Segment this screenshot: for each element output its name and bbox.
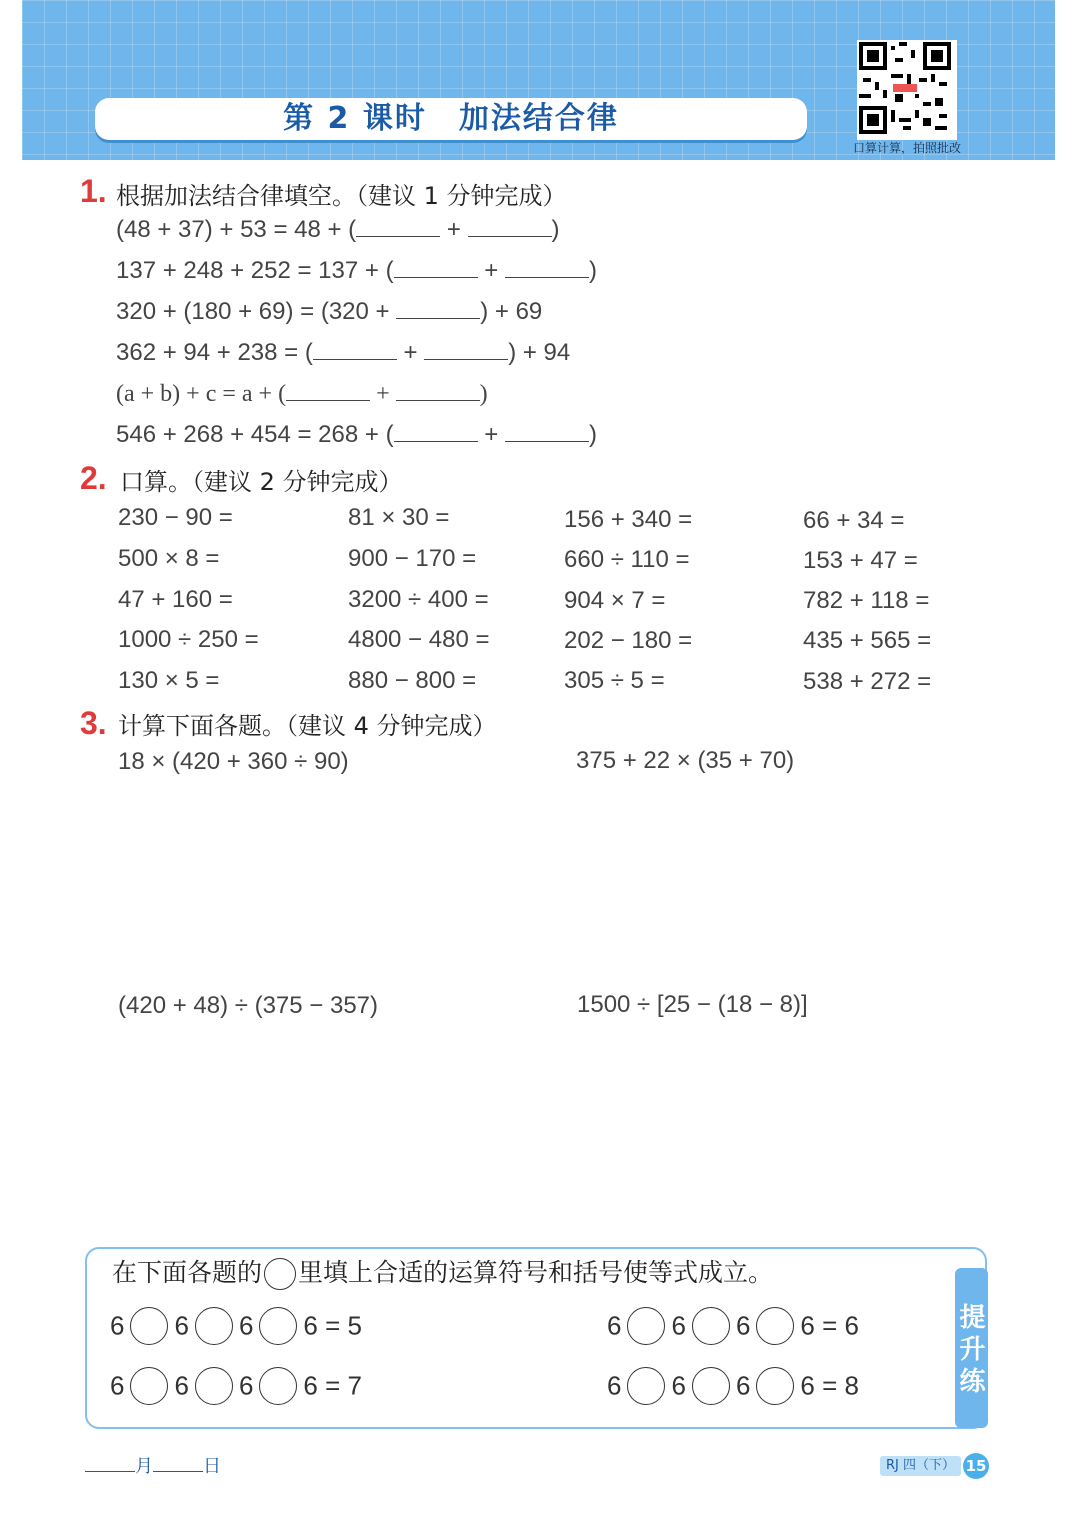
equation-3: 6 6 6 6 = 7 [110,1367,362,1405]
q1-line-5: (a + b) + c = a + ( + ) [116,381,488,407]
operator-circle[interactable] [130,1307,168,1345]
calc-problem: 18 × (420 + 360 ÷ 90) [118,748,349,775]
operator-circle[interactable] [195,1367,233,1405]
oral-item: 47 + 160 = [118,586,233,613]
q3-number: 3. [80,705,107,741]
q1-number: 1. [80,173,107,209]
q2-heading: 口算。（建议 2 分钟完成） [120,468,403,496]
operator-circle[interactable] [692,1307,730,1345]
oral-item: 156 + 340 = [564,506,693,533]
lesson-title: 第 2 课时 加法结合律 [283,101,619,136]
oral-item: 66 + 34 = [803,507,905,534]
oral-item: 305 ÷ 5 = [564,667,665,694]
operator-circle[interactable] [692,1367,730,1405]
oral-item: 81 × 30 = [348,504,450,531]
page-number: 15 [963,1453,989,1479]
month-blank[interactable] [85,1457,135,1472]
q1-line-1: (48 + 37) + 53 = 48 + ( + ) [116,216,560,243]
operator-circle[interactable] [627,1367,665,1405]
operator-circle[interactable] [259,1367,297,1405]
oral-item: 435 + 565 = [803,627,932,654]
operator-circle[interactable] [130,1367,168,1405]
calc-problem: (420 + 48) ÷ (375 − 357) [118,992,379,1019]
oral-item: 880 − 800 = [348,667,477,694]
operator-circle[interactable] [756,1307,794,1345]
oral-item: 782 + 118 = [803,587,930,614]
oral-item: 3200 ÷ 400 = [348,586,489,613]
answer-blank[interactable] [394,257,478,278]
q2-number: 2. [80,460,107,496]
oral-item: 900 − 170 = [348,545,477,572]
operator-circle[interactable] [756,1367,794,1405]
answer-blank[interactable] [396,380,480,401]
qr-caption: 口算计算，拍照批改 [852,141,961,155]
operator-circle[interactable] [195,1307,233,1345]
answer-blank[interactable] [286,380,370,401]
equation-2: 6 6 6 6 = 6 [607,1307,859,1345]
answer-blank[interactable] [505,421,589,442]
calc-problem: 1500 ÷ [25 − (18 − 8)] [577,991,808,1018]
q1-line-3: 320 + (180 + 69) = (320 + ) + 69 [116,298,543,325]
answer-blank[interactable] [396,298,480,319]
edition-badge: RJ 四（下） [880,1456,961,1476]
operator-circle[interactable] [627,1307,665,1345]
oral-item: 1000 ÷ 250 = [118,626,259,653]
answer-blank[interactable] [394,421,478,442]
answer-blank[interactable] [424,339,508,360]
q1-line-4: 362 + 94 + 238 = ( + ) + 94 [116,339,571,366]
calc-problem: 375 + 22 × (35 + 70) [576,747,795,774]
operator-circle[interactable] [259,1307,297,1345]
qr-code-icon[interactable] [857,40,957,140]
oral-item: 904 × 7 = [564,587,666,614]
oral-item: 230 − 90 = [118,504,233,531]
q1-line-6: 546 + 268 + 454 = 268 + ( + ) [116,421,597,448]
oral-item: 202 − 180 = [564,627,693,654]
answer-blank[interactable] [356,216,440,237]
equation-1: 6 6 6 6 = 5 [110,1307,362,1345]
answer-blank[interactable] [313,339,397,360]
challenge-instruction: 在下面各题的 里填上合适的运算符号和括号使等式成立。 [112,1253,773,1290]
q1-line-2: 137 + 248 + 252 = 137 + ( + ) [116,257,597,284]
oral-item: 4800 − 480 = [348,626,490,653]
circle-placeholder-icon [264,1258,296,1290]
oral-item: 538 + 272 = [803,668,932,695]
oral-item: 130 × 5 = [118,667,220,694]
date-field: 月 日 [85,1452,221,1478]
day-blank[interactable] [153,1457,203,1472]
oral-item: 660 ÷ 110 = [564,546,690,573]
oral-item: 500 × 8 = [118,545,220,572]
answer-blank[interactable] [505,257,589,278]
answer-blank[interactable] [468,216,552,237]
challenge-tab: 提升练 [955,1268,988,1428]
q3-heading: 计算下面各题。（建议 4 分钟完成） [118,712,497,740]
oral-item: 153 + 47 = [803,547,918,574]
equation-4: 6 6 6 6 = 8 [607,1367,859,1405]
q1-heading: 根据加法结合律填空。（建议 1 分钟完成） [116,182,567,210]
